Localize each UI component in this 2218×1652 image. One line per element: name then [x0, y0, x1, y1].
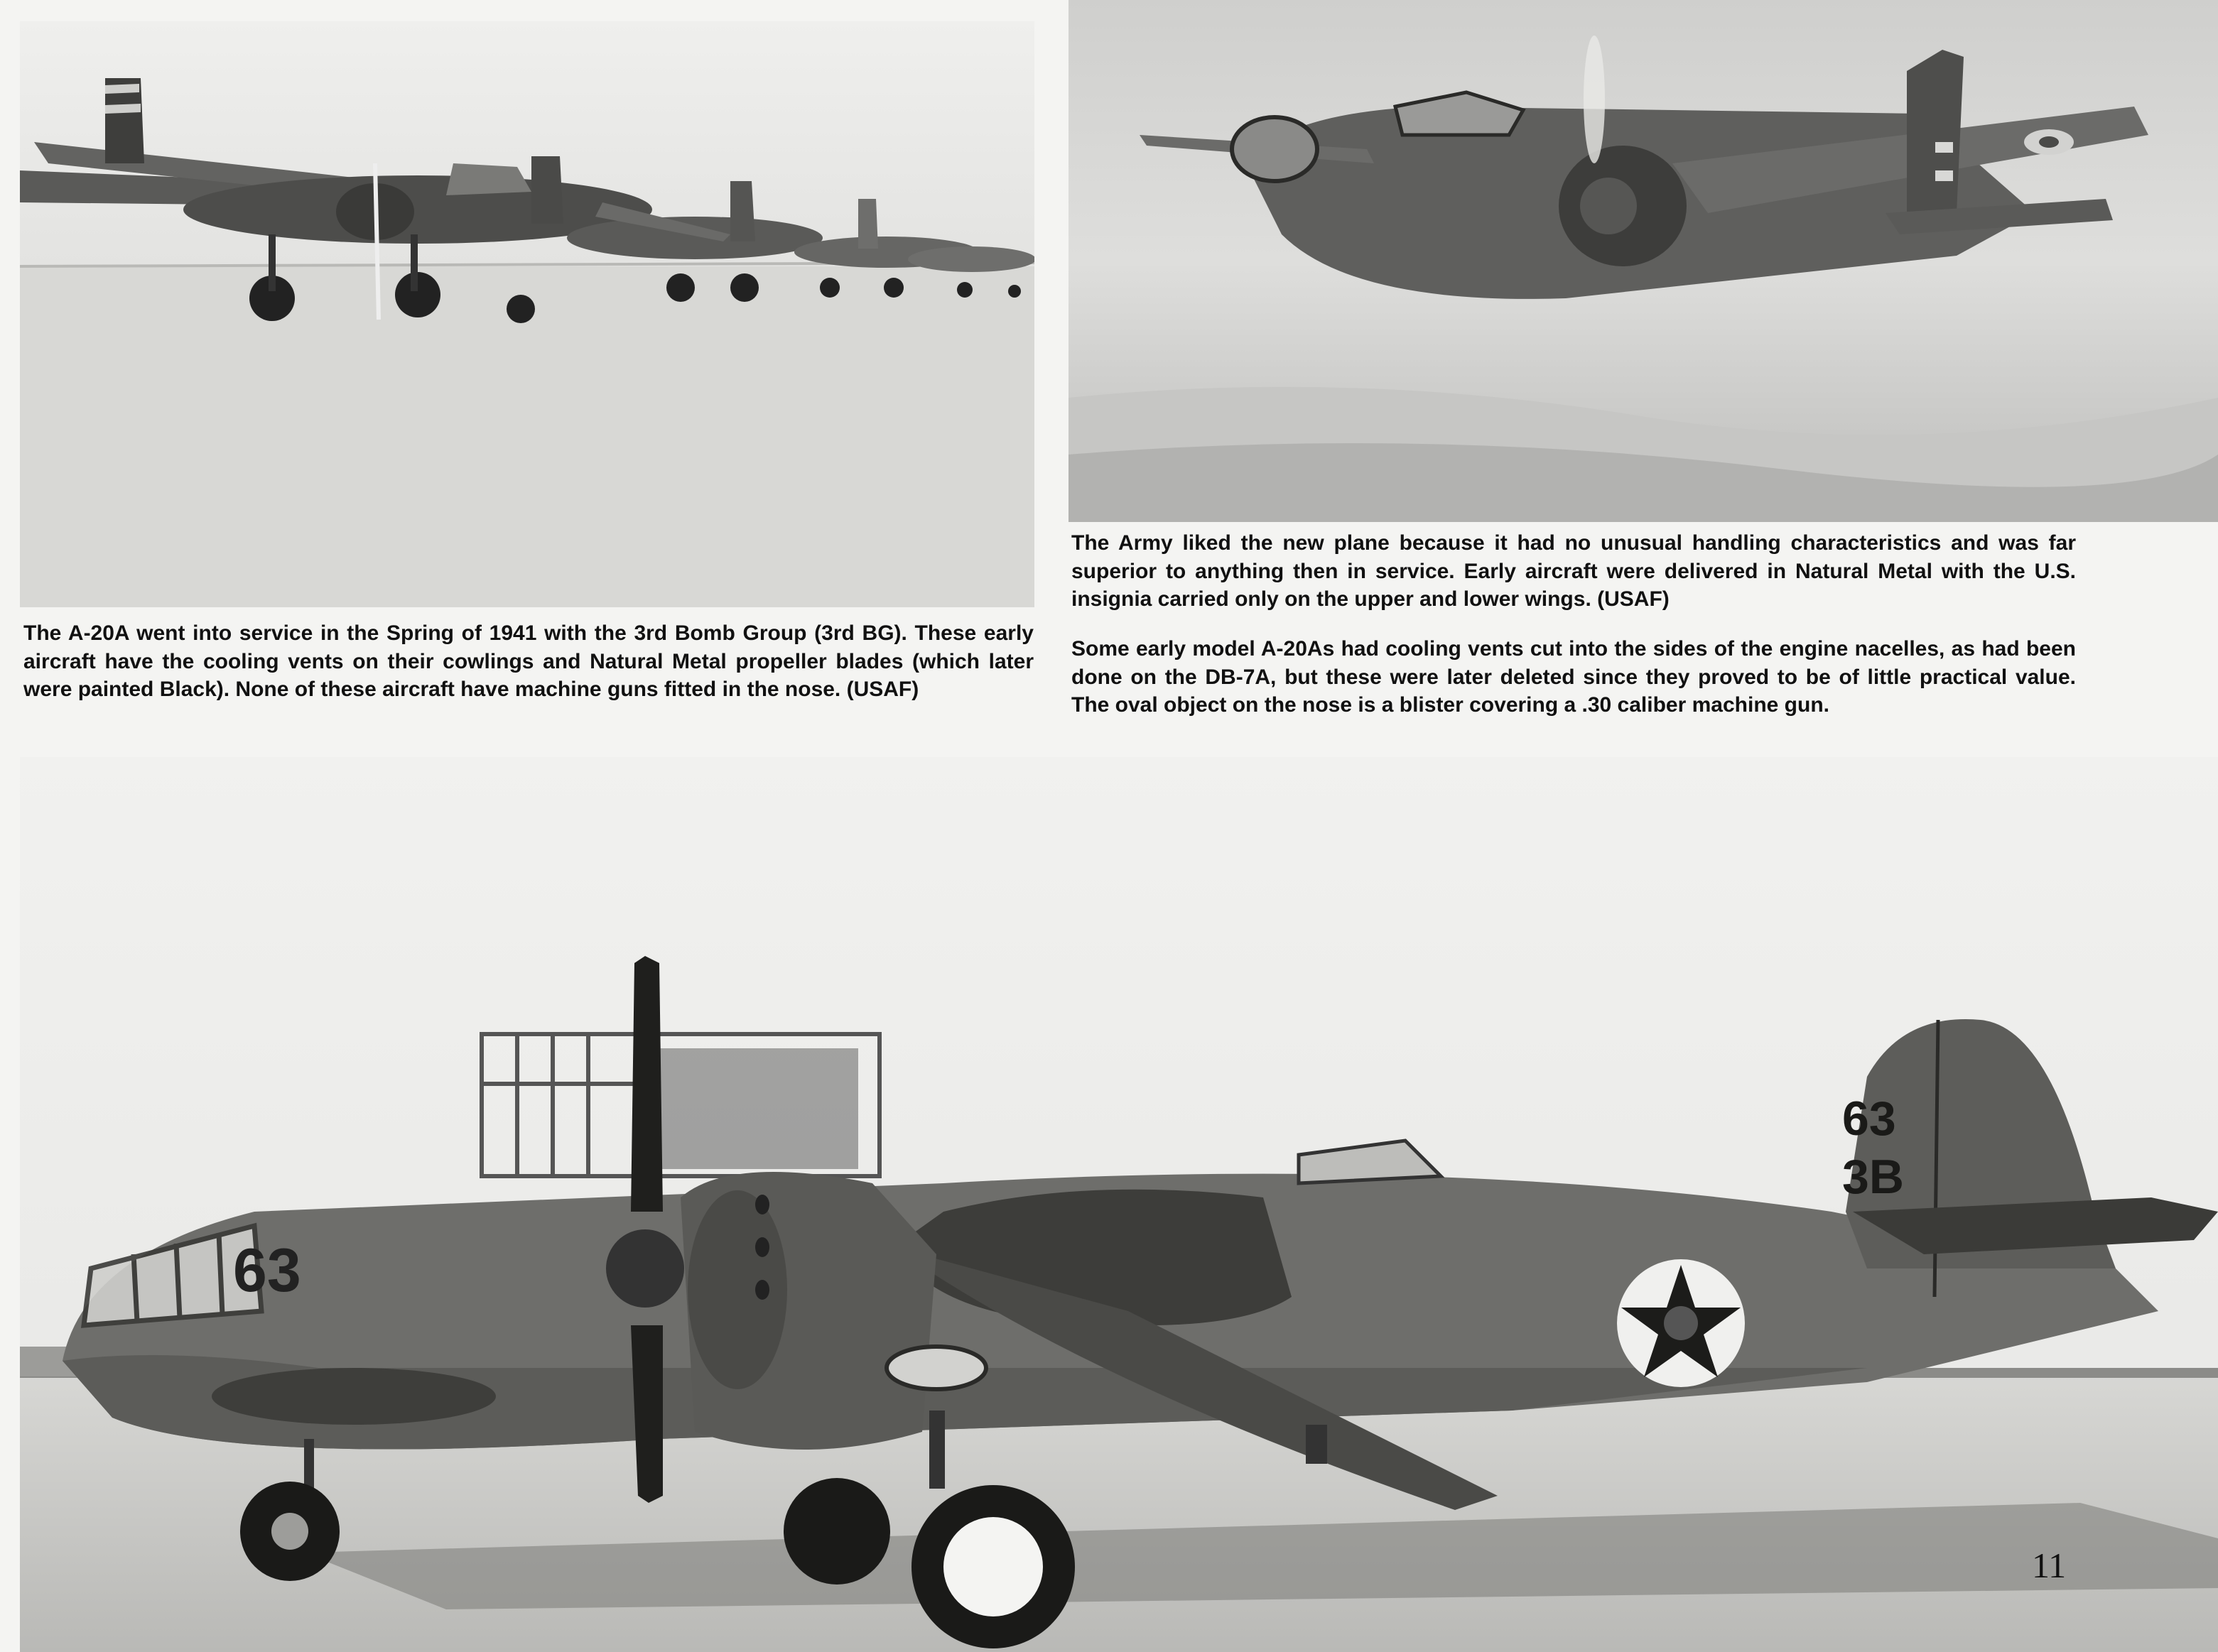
- photo-aircraft-lineup: [20, 21, 1034, 607]
- nose-number: 63: [233, 1237, 301, 1305]
- photo-aircraft-side-view: [20, 757, 2218, 1652]
- photo-aircraft-in-flight: [1069, 0, 2218, 522]
- caption-inflight-handling: The Army liked the new plane because it had no unusual handling characteristics and was far superior to anything then in service. Early aircraft were delivered in Natural Metal with the U.S. insignia carried only on the upper and lower wings. (USAF): [1071, 531, 2076, 611]
- caption-lineup: The A-20A went into service in the Spring of 1941 with the 3rd Bomb Group (3rd BG). These early aircraft have the cooling vents on their cowlings and Natural Metal propeller blades (which later were painted Black). None of these aircraft have machine guns fitted in the nose. (USAF): [23, 621, 1034, 701]
- tail-number-top: 63: [1842, 1092, 1896, 1146]
- national-insignia-star: [1617, 1259, 1745, 1387]
- tail-number-bottom: 3B: [1842, 1150, 1904, 1204]
- page-number: 11: [2032, 1545, 2067, 1585]
- caption-cooling-vents: Some early model A-20As had cooling vents cut into the sides of the engine nacelles, as had been done on the DB-7A, but these were later deleted since they proved to be of little practical value. The oval object on the nose is a blister covering a .30 caliber machine gun.: [1071, 637, 2076, 717]
